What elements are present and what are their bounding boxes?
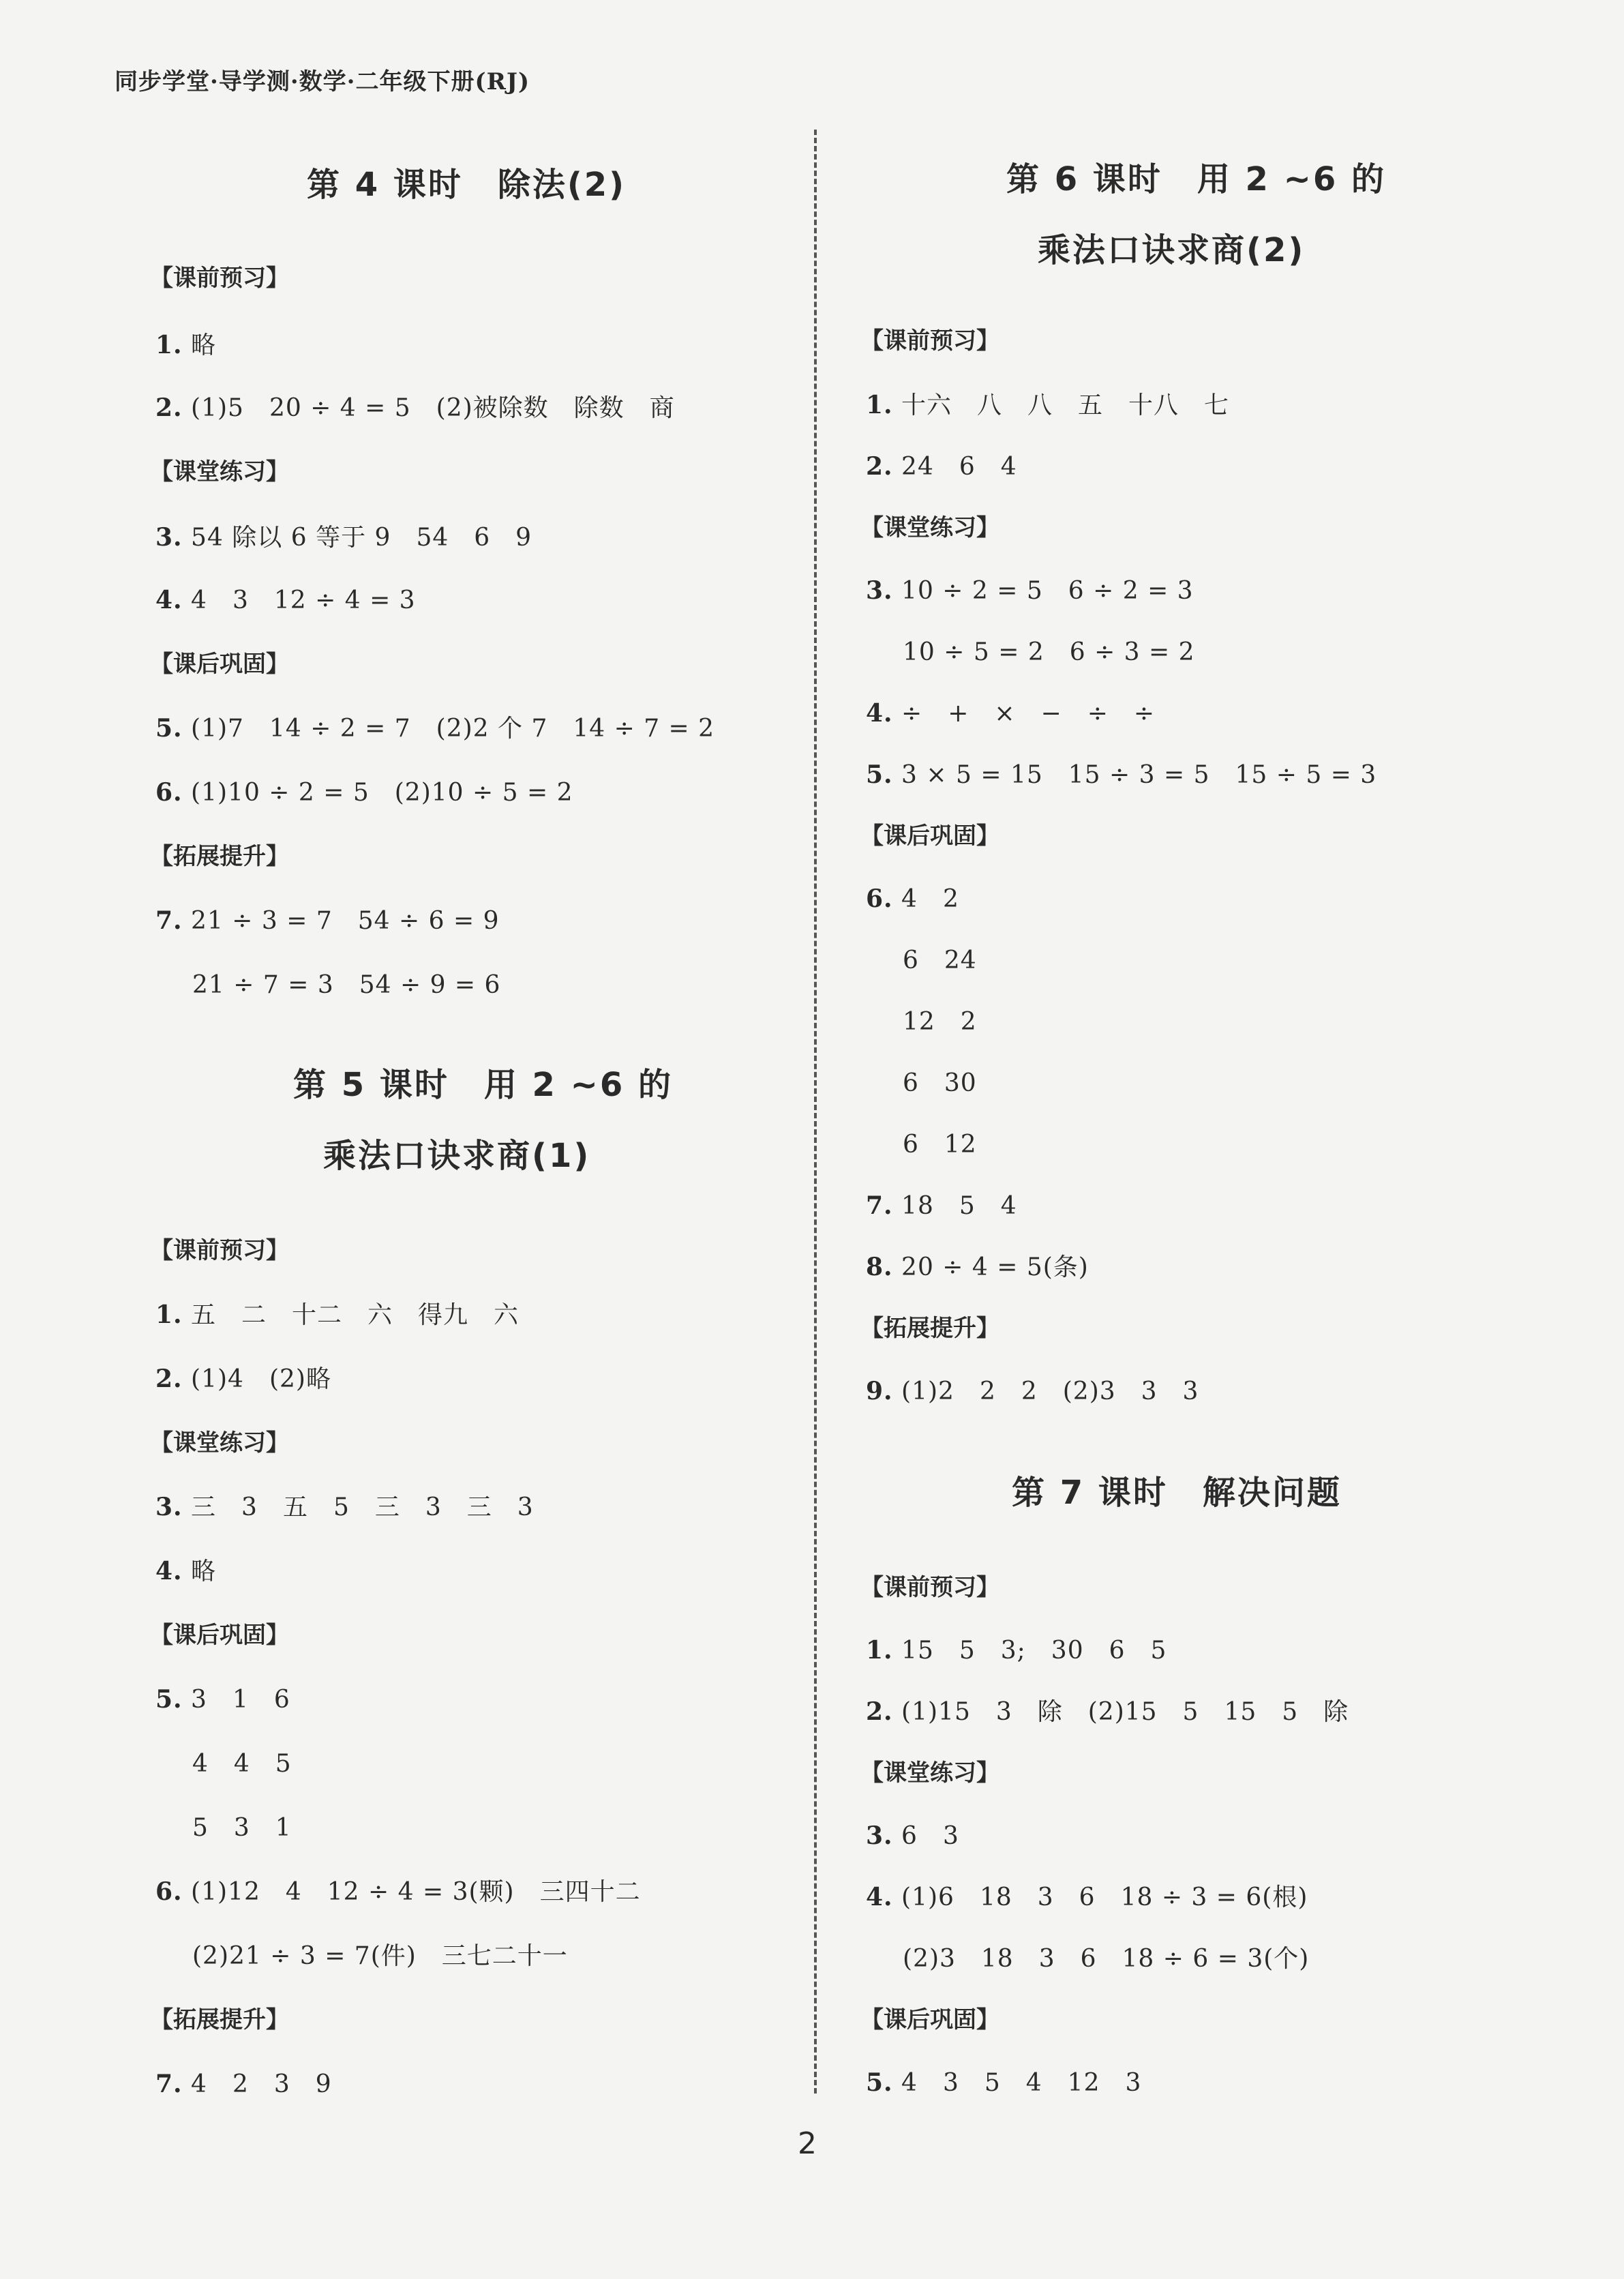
answer-line: 6 12	[903, 1131, 977, 1159]
running-header: 同步学堂·导学测·数学·二年级下册(RJ)	[115, 68, 530, 95]
answer-line: 4 4 5	[192, 1750, 292, 1778]
answer-line: 7. 21 ÷ 3 = 7 54 ÷ 6 = 9	[155, 906, 500, 935]
lesson-5-title-line2: 乘法口诀求商(1)	[323, 1137, 591, 1175]
section-preview: 【课前预习】	[150, 265, 289, 292]
answer-line: 5. (1)7 14 ÷ 2 = 7 (2)2 个 7 14 ÷ 7 = 2	[155, 714, 715, 743]
answer-line: 1. 略	[155, 331, 217, 359]
answer-line: 5 3 1	[192, 1814, 292, 1842]
answer-line: 4. (1)6 18 3 6 18 ÷ 3 = 6(根)	[866, 1883, 1308, 1911]
answer-line: 4. 4 3 12 ÷ 4 = 3	[155, 586, 416, 614]
section-classwork: 【课堂练习】	[860, 514, 999, 541]
section-extension: 【拓展提升】	[860, 1315, 999, 1342]
answer-line: 7. 18 5 4	[866, 1191, 1017, 1220]
section-classwork: 【课堂练习】	[860, 1759, 999, 1787]
answer-line: 5. 3 × 5 = 15 15 ÷ 3 = 5 15 ÷ 5 = 3	[866, 760, 1377, 789]
answer-line: 6. 4 2	[866, 884, 959, 913]
answer-line: (2)3 18 3 6 18 ÷ 6 = 3(个)	[903, 1945, 1310, 1973]
answer-line: 6 30	[903, 1069, 977, 1097]
answer-line: 3. 6 3	[866, 1821, 959, 1850]
answer-line: 1. 五 二 十二 六 得九 六	[155, 1300, 520, 1329]
answer-line: 3. 54 除以 6 等于 9 54 6 9	[155, 523, 532, 552]
section-preview: 【课前预习】	[860, 1574, 999, 1601]
section-preview: 【课前预习】	[150, 1237, 289, 1264]
answer-line: 5. 3 1 6	[155, 1685, 290, 1714]
section-review: 【课后巩固】	[860, 822, 999, 850]
answer-line: 2. 24 6 4	[866, 452, 1017, 481]
answer-line: 6. (1)12 4 12 ÷ 4 = 3(颗) 三四十二	[155, 1877, 641, 1906]
section-review: 【课后巩固】	[150, 651, 289, 678]
section-classwork: 【课堂练习】	[150, 1429, 289, 1457]
answer-line: 7. 4 2 3 9	[155, 2070, 332, 2098]
section-extension: 【拓展提升】	[150, 843, 289, 870]
answer-line: 10 ÷ 5 = 2 6 ÷ 3 = 2	[903, 638, 1195, 666]
column-divider	[814, 130, 817, 2094]
answer-line: 4. 略	[155, 1557, 217, 1585]
answer-line: 4. ÷ + × − ÷ ÷	[866, 699, 1156, 728]
answer-line: 6 24	[903, 947, 977, 974]
answer-line: 6. (1)10 ÷ 2 = 5 (2)10 ÷ 5 = 2	[155, 778, 573, 807]
answer-line: 2. (1)15 3 除 (2)15 5 15 5 除	[866, 1697, 1349, 1726]
answer-line: 21 ÷ 7 = 3 54 ÷ 9 = 6	[192, 971, 501, 999]
lesson-5-title-line1: 第 5 课时 用 2 ~6 的	[293, 1066, 673, 1104]
lesson-6-title-line1: 第 6 课时 用 2 ~6 的	[1006, 160, 1386, 198]
section-review: 【课后巩固】	[860, 2006, 999, 2034]
answer-line: 12 2	[903, 1008, 977, 1036]
answer-line: 2. (1)5 20 ÷ 4 = 5 (2)被除数 除数 商	[155, 393, 675, 422]
answer-line: (2)21 ÷ 3 = 7(件) 三七二十一	[192, 1942, 568, 1970]
answer-line: 1. 15 5 3; 30 6 5	[866, 1636, 1167, 1665]
answer-line: 1. 十六 八 八 五 十八 七	[866, 391, 1230, 419]
lesson-6-title-line2: 乘法口诀求商(2)	[1038, 231, 1306, 269]
lesson-4-title: 第 4 课时 除法(2)	[307, 166, 627, 204]
section-preview: 【课前预习】	[860, 327, 999, 355]
section-review: 【课后巩固】	[150, 1622, 289, 1649]
section-extension: 【拓展提升】	[150, 2006, 289, 2034]
section-classwork: 【课堂练习】	[150, 458, 289, 486]
page-number: 2	[798, 2126, 817, 2161]
answer-line: 2. (1)4 (2)略	[155, 1365, 331, 1393]
answer-line: 3. 三 3 五 5 三 3 三 3	[155, 1493, 534, 1521]
answer-line: 5. 4 3 5 4 12 3	[866, 2068, 1142, 2097]
answer-line: 9. (1)2 2 2 (2)3 3 3	[866, 1377, 1199, 1405]
lesson-7-title: 第 7 课时 解决问题	[1012, 1474, 1342, 1512]
answer-line: 3. 10 ÷ 2 = 5 6 ÷ 2 = 3	[866, 576, 1194, 605]
answer-line: 8. 20 ÷ 4 = 5(条)	[866, 1253, 1089, 1281]
